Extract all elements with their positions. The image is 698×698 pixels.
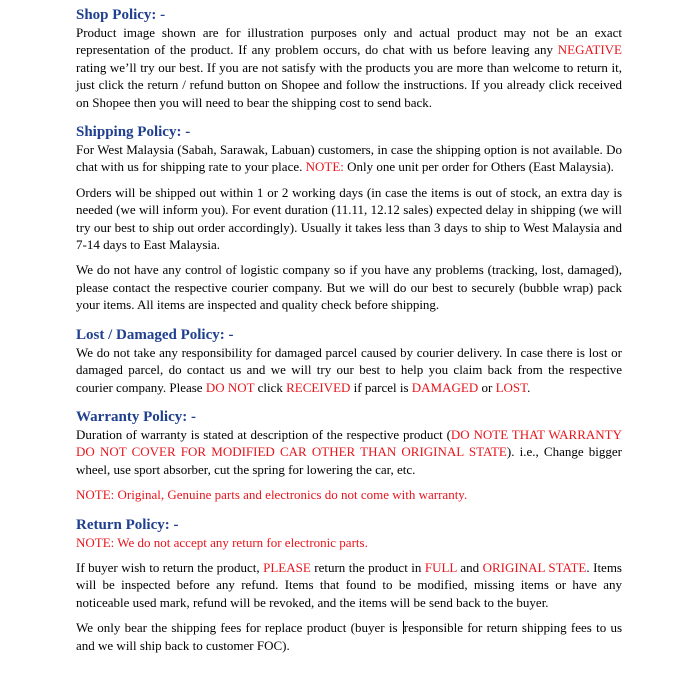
text-span: or <box>478 379 496 395</box>
full-emphasis: FULL <box>424 559 457 575</box>
negative-emphasis: NEGATIVE <box>557 42 622 58</box>
text-span: ). i.e., Change bigger wheel, use sport absorber, cut the spring for lowering the car, etc. <box>76 444 622 477</box>
lost-damaged-policy-paragraph <box>76 344 622 396</box>
text-span: return the product in <box>310 559 425 575</box>
lost-damaged-policy-heading: Lost / Damaged Policy: - <box>76 326 234 343</box>
return-policy-heading: Return Policy: - <box>76 516 179 533</box>
shop-policy-paragraph <box>76 24 622 111</box>
lost-emphasis: LOST <box>495 379 528 395</box>
note-emphasis: NOTE: <box>305 159 344 175</box>
shipping-policy-paragraph-1 <box>76 141 622 176</box>
text-span: If buyer wish to return the product, <box>76 559 264 575</box>
text-span: Only one unit per order for Others (East Malaysia). <box>343 159 614 175</box>
damaged-emphasis: DAMAGED <box>411 379 479 395</box>
warranty-policy-paragraph-1 <box>76 426 622 478</box>
text-span: and <box>456 559 483 575</box>
original-state-emphasis: ORIGINAL STATE <box>482 559 587 575</box>
text-span: . <box>527 379 531 395</box>
text-span: click <box>254 379 287 395</box>
do-not-emphasis: DO NOT <box>205 379 255 395</box>
return-policy-paragraph-2 <box>76 619 622 654</box>
text-span: We do not take any responsibility for damaged parcel caused by courier delivery. In case there is lost or damaged parcel, do contact us and we will try our best to help you claim back from the respective courier company. Please <box>76 344 622 395</box>
text-span: Product image shown are for illustration purposes only and actual product may not be an exact representation of the product. If any problem occurs, do chat with us before leaving any <box>76 25 622 58</box>
warranty-note-emphasis: DO NOTE THAT WARRANTY DO NOT COVER FOR MODIFIED CAR OTHER THAN ORIGINAL STATE <box>76 426 622 460</box>
text-span: For West Malaysia (Sabah, Sarawak, Labuan) customers, in case the shipping option is not available. Do chat with us for shipping rate to your place. <box>76 142 622 175</box>
shop-policy-heading: Shop Policy: - <box>76 7 166 23</box>
please-emphasis: PLEASE <box>263 559 311 575</box>
warranty-policy-heading: Warranty Policy: - <box>76 408 196 425</box>
text-span: if parcel is <box>350 379 412 395</box>
text-span: . Items will be inspected before any refund. Items that found to be modified, missing items or have any noticeable used mark, refund will be revoked, and the items will be send back to the buyer. <box>76 559 622 610</box>
policy-document <box>76 6 622 654</box>
shipping-policy-paragraph-2: Orders will be shipped out within 1 or 2 working days (in case the items is out of stock, an extra day is needed (we will inform you). For event duration (11.11, 12.12 sales) expected delay in shipping (we will try our best to ship out order accordingly). Usually it takes less than 3 days to ship to West Malaysia and 7-14 days to East Malaysia. <box>76 184 622 253</box>
return-policy-note: NOTE: We do not accept any return for electronic parts. <box>76 534 368 550</box>
text-span: responsible for return shipping fees to us and we will ship back to customer FOC). <box>76 620 623 653</box>
text-span: Duration of warranty is stated at description of the respective product ( <box>76 426 451 442</box>
warranty-policy-note: NOTE: Original, Genuine parts and electronics do not come with warranty. <box>76 487 468 503</box>
shipping-policy-heading: Shipping Policy: - <box>76 124 191 141</box>
return-policy-paragraph-1 <box>76 559 622 611</box>
shipping-policy-paragraph-3: We do not have any control of logistic company so if you have any problems (tracking, lost, damaged), please contact the respective courier company. But we will do our best to securely (bubble wrap) pack your items. All items are inspected and quality check before shipping. <box>76 262 622 313</box>
text-span: We only bear the shipping fees for replace product (buyer is <box>76 620 402 636</box>
received-emphasis: RECEIVED <box>286 379 351 395</box>
text-span: rating we’ll try our best. If you are not satisfy with the products you are more than welcome to return it, just click the return / refund button on Shopee and follow the instructions. If you already click received on Shopee then you will need to bear the shipping cost to send back. <box>76 59 622 110</box>
